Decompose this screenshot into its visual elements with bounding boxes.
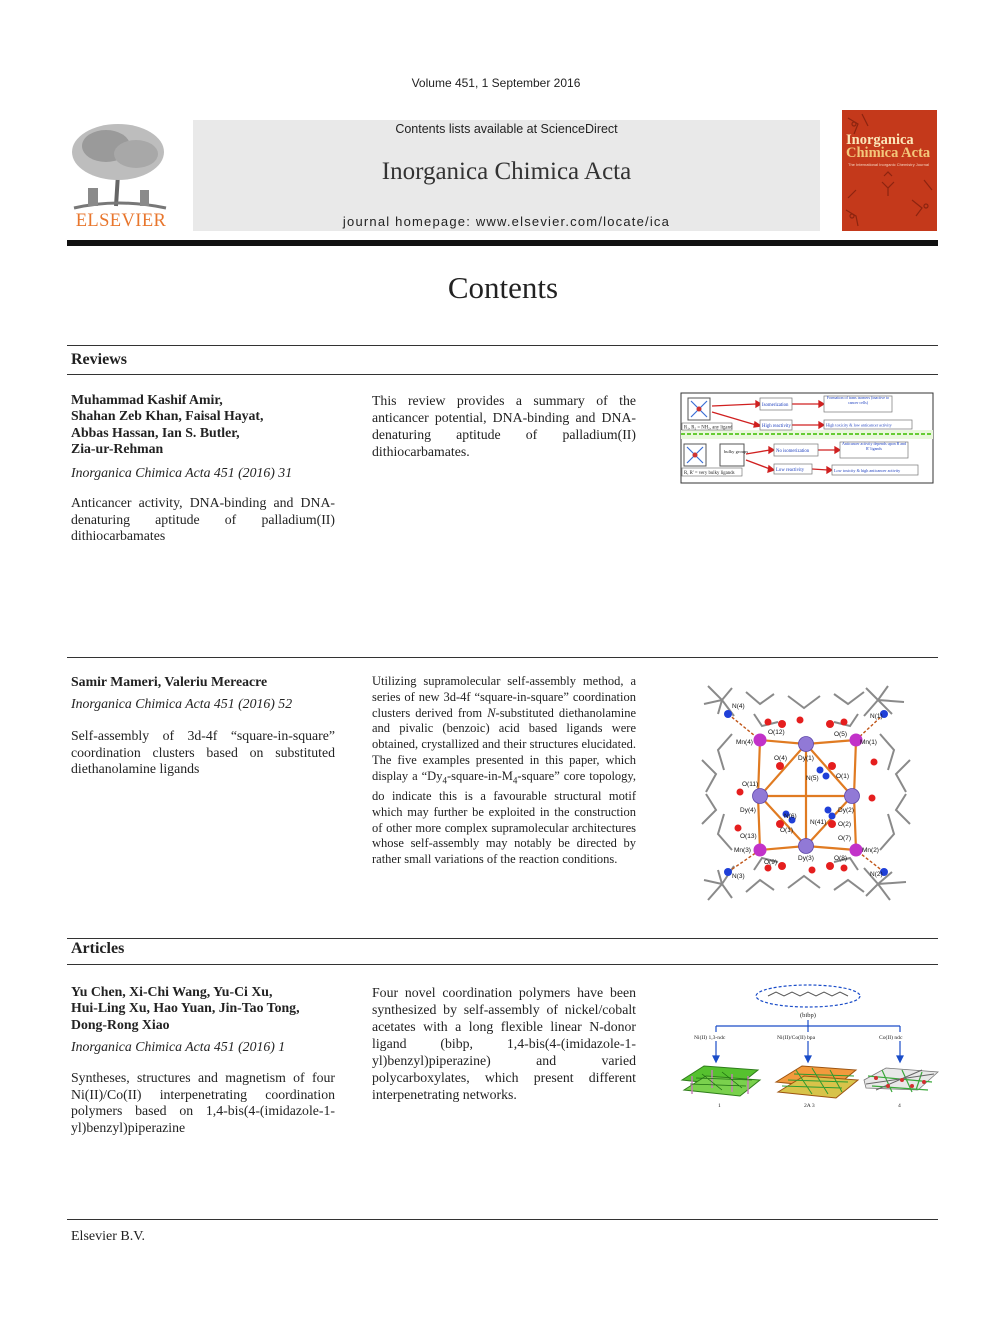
- ga-label: R, R' = very bulky ligands: [684, 471, 735, 476]
- section-rule-bottom: [67, 374, 938, 375]
- atom-label: N(2): [870, 871, 883, 878]
- elsevier-logo[interactable]: [66, 118, 174, 234]
- footer-rule: [67, 1219, 938, 1220]
- author-line: Abbas Hassan, Ian S. Butler,: [71, 424, 240, 440]
- entry-separator: [67, 657, 938, 658]
- atom-label: O(9): [764, 859, 777, 866]
- ga-box-text: High reactivity: [762, 424, 791, 429]
- ga-box-text: High toxicity & low anticancer activity: [826, 422, 892, 428]
- atom-label: N(5): [806, 775, 819, 782]
- atom-label: O(8): [834, 855, 847, 862]
- ga-box-text: Low toxicity & high anticancer activity: [834, 468, 901, 473]
- entry-title-link[interactable]: Anticancer activity, DNA-binding and DNA-denaturing aptitude of palladium(II) dithiocarbamates: [71, 495, 335, 543]
- entry-authors: [71, 392, 341, 457]
- ga-box-text: No isomerization: [776, 449, 810, 454]
- graphical-abstract-reactivity-scheme[interactable]: [680, 392, 934, 484]
- atom-label: O(4): [774, 755, 787, 762]
- atom-label: N(41): [810, 819, 827, 826]
- journal-title: Inorganica Chimica Acta: [381, 158, 632, 185]
- cover-subtitle: The International Inorganic Chemistry Journal: [848, 162, 929, 167]
- page-title: Contents: [447, 270, 559, 305]
- ga-box-text: Isomerization: [762, 403, 789, 408]
- ga-box-text: Formation of trans isomers (inactive to cancer cells): [826, 396, 890, 405]
- elsevier-wordmark: ELSEVIER: [75, 211, 167, 231]
- journal-cover[interactable]: [842, 110, 937, 231]
- section-heading-reviews: Reviews: [71, 351, 127, 368]
- branch-label: Ni(II) 1,3-ndc: [694, 1035, 726, 1041]
- entry-summary: This review provides a summary of the anticancer potential, DNA-binding and DNA-denaturing aptitude of palladium(II) dithiocarbamates.: [372, 393, 636, 459]
- summary-text: -square-in-M: [446, 768, 513, 783]
- summary-text: -substituted diethanolamine and pivalic (benzoic) acid based ligands were obtained, crystallized and their structures elucidated. The five examples presented in this paper, which display a “Dy: [372, 705, 636, 783]
- atom-label: O(11): [742, 781, 759, 788]
- atom-label: O(2): [838, 821, 851, 828]
- ga-box-text: Low reactivity: [776, 468, 805, 473]
- atom-label: Dy(1): [798, 755, 814, 762]
- atom-label: Dy(4): [740, 807, 756, 814]
- graphical-abstract-crystal-structure[interactable]: [688, 674, 924, 914]
- entry-citation[interactable]: Inorganica Chimica Acta 451 (2016) 1: [71, 1039, 286, 1054]
- atom-label: Mn(1): [860, 739, 877, 746]
- author-line: Zia-ur-Rehman: [71, 440, 164, 456]
- atom-label: Mn(4): [736, 739, 753, 746]
- network-caption: 1: [718, 1103, 721, 1109]
- footer-publisher: Elsevier B.V.: [71, 1229, 146, 1244]
- atom-label: O(12): [768, 729, 785, 736]
- cover-title: [846, 134, 936, 160]
- ligand-label: (bibp): [800, 1012, 816, 1019]
- entry-citation[interactable]: Inorganica Chimica Acta 451 (2016) 31: [71, 465, 293, 480]
- atom-label: Mn(3): [734, 847, 751, 854]
- atom-label: O(1): [780, 827, 793, 834]
- section-rule-top: [67, 345, 938, 346]
- cover-title-line-2: Chimica Acta: [846, 145, 931, 161]
- branch-label: Co(II) ndc: [879, 1035, 903, 1041]
- summary-text: Utilizing supramolecular self-assembly method, a series of new 3d-4f “square-in-square” coordination clusters derived from: [372, 674, 636, 720]
- entry-title-link[interactable]: Self-assembly of 3d-4f “square-in-square” coordination clusters based on substituted diethanolamine ligands: [71, 728, 335, 776]
- entry-citation[interactable]: Inorganica Chimica Acta 451 (2016) 52: [71, 696, 293, 711]
- author-line: Hui-Ling Xu, Hao Yuan, Jin-Tao Tong,: [71, 1000, 300, 1016]
- author-line: Shahan Zeb Khan, Faisal Hayat,: [71, 408, 264, 424]
- atom-label: O(1): [836, 773, 849, 780]
- header-rule: [67, 240, 938, 246]
- atom-label: O(5): [834, 731, 847, 738]
- reactivity-scheme-diagram: [680, 392, 934, 484]
- atom-label: O(13): [740, 833, 757, 840]
- atom-label: Dy(2): [838, 807, 854, 814]
- summary-italic: N: [487, 705, 496, 720]
- entry-summary: [372, 674, 636, 868]
- author-line: Samir Mameri, Valeriu Mereacre: [71, 674, 268, 689]
- summary-subscript: 4: [512, 775, 518, 786]
- atom-label: N(3): [732, 873, 745, 880]
- journal-masthead: [193, 120, 820, 231]
- ga-label: R₁, R₂ = NH₂, any ligand: [684, 425, 733, 431]
- ga-label: bulky groups: [724, 449, 749, 454]
- ga-box-text: Anticancer activity depends upon R and R' ligands: [841, 442, 907, 451]
- entry-summary: Four novel coordination polymers have been synthesized by self-assembly of nickel/cobalt acetates with a long flexible linear N-donor ligand (bibp, 1,4-bis(4-(imidazole-1-yl)benzyl)piperazine) and varied polycarboxylates, which present different interpenetrating networks.: [372, 985, 636, 1102]
- volume-line: Volume 451, 1 September 2016: [411, 76, 581, 90]
- atom-label: O(7): [838, 835, 851, 842]
- entry-title-link[interactable]: Syntheses, structures and magnetism of four Ni(II)/Co(II) interpenetrating coordination polymers based on 1,4-bis(4-(imidazole-1-yl)benzyl)piperazine: [71, 1070, 335, 1135]
- atom-label: Dy(3): [798, 855, 814, 862]
- crystal-structure-image: [688, 674, 924, 914]
- atom-label: N(4): [732, 703, 745, 710]
- sciencedirect-link[interactable]: Contents lists available at ScienceDirect: [395, 122, 618, 136]
- atom-label: N(6): [784, 813, 797, 820]
- summary-subscript: 4: [442, 775, 447, 786]
- coordination-polymers-scheme: [676, 982, 942, 1114]
- branch-label: Ni(II)/Co(II) bpa: [777, 1035, 816, 1041]
- entry-authors: [71, 674, 341, 690]
- graphical-abstract-coordination-polymers[interactable]: [676, 982, 942, 1114]
- journal-homepage-link[interactable]: journal homepage: www.elsevier.com/locate/ica: [342, 214, 671, 229]
- atom-label: N(1): [870, 713, 883, 720]
- author-line: Dong-Rong Xiao: [71, 1016, 170, 1032]
- author-line: Yu Chen, Xi-Chi Wang, Yu-Ci Xu,: [71, 984, 273, 999]
- network-caption: 4: [898, 1103, 901, 1109]
- entry-authors: [71, 984, 341, 1033]
- atom-label: Mn(2): [862, 847, 879, 854]
- section-rule-top: [67, 938, 938, 939]
- cover-pattern-icon: [842, 110, 937, 231]
- author-line: Muhammad Kashif Amir,: [71, 392, 223, 407]
- section-heading-articles: Articles: [71, 940, 125, 957]
- summary-text: -square” core topology, do indicate this is a favourable structural motif which may further be exploited in the construction of other more complex supramolecular architectures whose self-assembly may notably be directed by rather small variations of the reaction conditions.: [372, 768, 637, 867]
- section-rule-bottom: [67, 964, 938, 965]
- cover-title-line-1: Inorganica: [846, 132, 914, 148]
- network-caption: 2A 3: [804, 1103, 815, 1109]
